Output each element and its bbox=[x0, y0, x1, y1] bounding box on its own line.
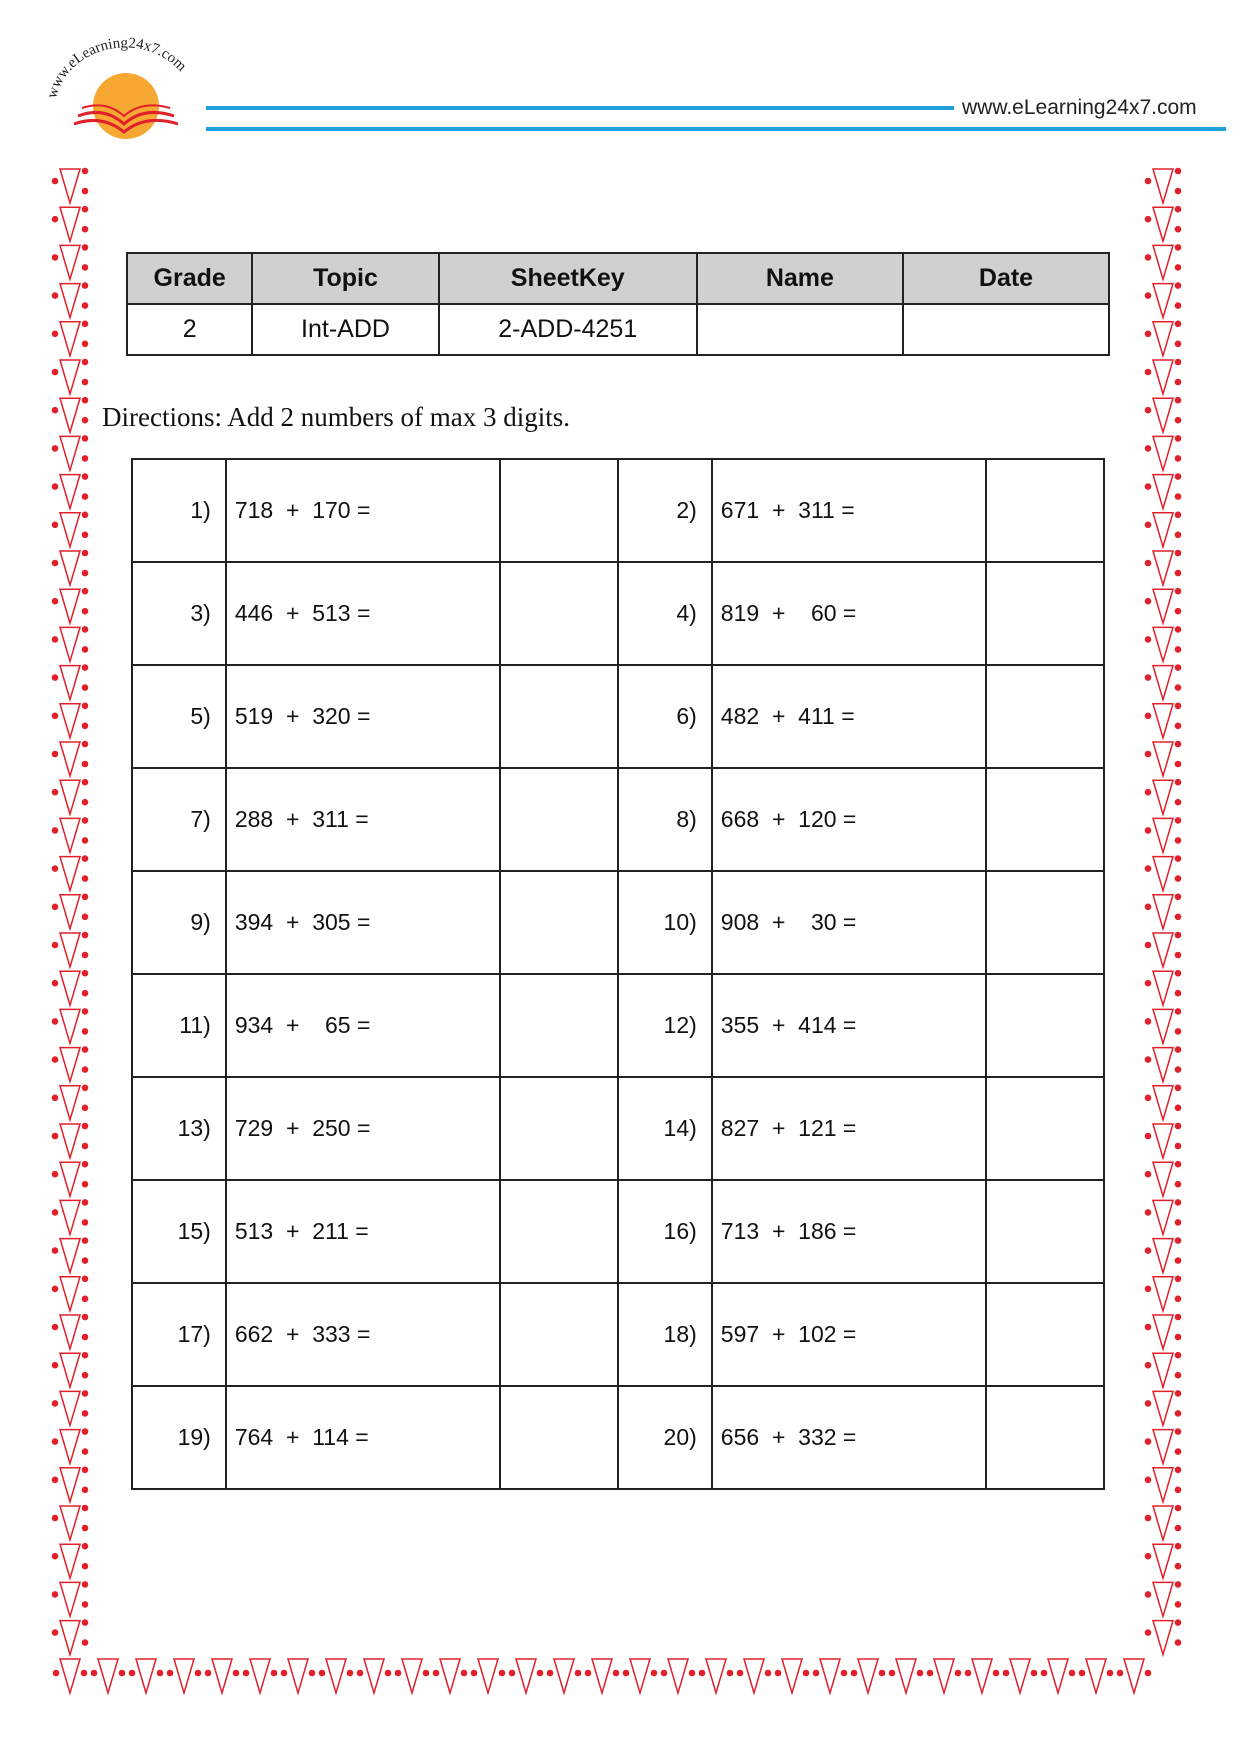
worksheet-info-table bbox=[126, 252, 1110, 356]
answer-box[interactable] bbox=[500, 459, 618, 562]
answer-box[interactable] bbox=[500, 768, 618, 871]
problem-row bbox=[132, 665, 1104, 768]
topic-header: Topic bbox=[252, 253, 438, 304]
grade-header: Grade bbox=[127, 253, 252, 304]
problem-row bbox=[132, 459, 1104, 562]
answer-box[interactable] bbox=[986, 665, 1104, 768]
problem-expression: 764 + 114 = bbox=[226, 1386, 500, 1489]
answer-box[interactable] bbox=[500, 665, 618, 768]
problem-expression: 718 + 170 = bbox=[226, 459, 500, 562]
logo-arc-text: www.eLearning24x7.com bbox=[44, 35, 190, 101]
problems-table bbox=[131, 458, 1105, 1490]
answer-box[interactable] bbox=[500, 1386, 618, 1489]
answer-box[interactable] bbox=[986, 459, 1104, 562]
problem-expression: 671 + 311 = bbox=[712, 459, 986, 562]
problem-number: 7) bbox=[132, 768, 226, 871]
problem-number: 18) bbox=[618, 1283, 712, 1386]
problem-row bbox=[132, 562, 1104, 665]
problem-expression: 908 + 30 = bbox=[712, 871, 986, 974]
problem-number: 20) bbox=[618, 1386, 712, 1489]
info-header-row bbox=[127, 253, 1109, 304]
answer-box[interactable] bbox=[500, 562, 618, 665]
problem-expression: 662 + 333 = bbox=[226, 1283, 500, 1386]
answer-box[interactable] bbox=[986, 1077, 1104, 1180]
problem-number: 12) bbox=[618, 974, 712, 1077]
problem-row bbox=[132, 1077, 1104, 1180]
problem-number: 14) bbox=[618, 1077, 712, 1180]
problem-number: 17) bbox=[132, 1283, 226, 1386]
border-right-column bbox=[1145, 168, 1182, 1655]
answer-box[interactable] bbox=[986, 768, 1104, 871]
problem-row bbox=[132, 1180, 1104, 1283]
problem-number: 15) bbox=[132, 1180, 226, 1283]
answer-box[interactable] bbox=[986, 871, 1104, 974]
answer-box[interactable] bbox=[986, 1386, 1104, 1489]
problem-row bbox=[132, 974, 1104, 1077]
problem-number: 9) bbox=[132, 871, 226, 974]
problem-number: 3) bbox=[132, 562, 226, 665]
answer-box[interactable] bbox=[986, 974, 1104, 1077]
header-divider-top bbox=[206, 106, 954, 110]
answer-box[interactable] bbox=[500, 1180, 618, 1283]
problem-number: 10) bbox=[618, 871, 712, 974]
problem-expression: 934 + 65 = bbox=[226, 974, 500, 1077]
problem-expression: 827 + 121 = bbox=[712, 1077, 986, 1180]
sheetkey-header: SheetKey bbox=[439, 253, 697, 304]
answer-box[interactable] bbox=[986, 1180, 1104, 1283]
site-logo bbox=[44, 24, 204, 144]
problem-expression: 668 + 120 = bbox=[712, 768, 986, 871]
problem-number: 5) bbox=[132, 665, 226, 768]
problem-row bbox=[132, 1386, 1104, 1489]
problem-number: 13) bbox=[132, 1077, 226, 1180]
info-value-row bbox=[127, 304, 1109, 355]
answer-box[interactable] bbox=[986, 562, 1104, 665]
problem-expression: 355 + 414 = bbox=[712, 974, 986, 1077]
answer-box[interactable] bbox=[500, 1283, 618, 1386]
sun-book-logo-icon bbox=[44, 24, 204, 144]
grade-value: 2 bbox=[127, 304, 252, 355]
answer-box[interactable] bbox=[500, 974, 618, 1077]
border-left-column bbox=[52, 168, 89, 1655]
date-header: Date bbox=[903, 253, 1109, 304]
site-url: www.eLearning24x7.com bbox=[962, 96, 1197, 119]
directions-text: Directions: Add 2 numbers of max 3 digits. bbox=[102, 402, 570, 432]
problem-expression: 519 + 320 = bbox=[226, 665, 500, 768]
problem-number: 16) bbox=[618, 1180, 712, 1283]
name-field[interactable] bbox=[697, 304, 903, 355]
answer-box[interactable] bbox=[500, 1077, 618, 1180]
answer-box[interactable] bbox=[986, 1283, 1104, 1386]
name-header: Name bbox=[697, 253, 903, 304]
problem-expression: 482 + 411 = bbox=[712, 665, 986, 768]
problem-row bbox=[132, 768, 1104, 871]
header-divider-bottom bbox=[206, 127, 1226, 131]
answer-box[interactable] bbox=[500, 871, 618, 974]
topic-value: Int-ADD bbox=[252, 304, 438, 355]
problem-expression: 819 + 60 = bbox=[712, 562, 986, 665]
problem-number: 2) bbox=[618, 459, 712, 562]
problem-number: 6) bbox=[618, 665, 712, 768]
problem-expression: 597 + 102 = bbox=[712, 1283, 986, 1386]
problem-expression: 394 + 305 = bbox=[226, 871, 500, 974]
sheetkey-value: 2-ADD-4251 bbox=[439, 304, 697, 355]
problem-expression: 729 + 250 = bbox=[226, 1077, 500, 1180]
problem-row bbox=[132, 1283, 1104, 1386]
problem-row bbox=[132, 871, 1104, 974]
problem-number: 4) bbox=[618, 562, 712, 665]
problem-number: 11) bbox=[132, 974, 226, 1077]
problem-expression: 713 + 186 = bbox=[712, 1180, 986, 1283]
problem-expression: 656 + 332 = bbox=[712, 1386, 986, 1489]
problem-expression: 446 + 513 = bbox=[226, 562, 500, 665]
problem-expression: 513 + 211 = bbox=[226, 1180, 500, 1283]
problem-number: 8) bbox=[618, 768, 712, 871]
border-bottom-row bbox=[53, 1659, 1152, 1693]
problem-number: 19) bbox=[132, 1386, 226, 1489]
date-field[interactable] bbox=[903, 304, 1109, 355]
problem-number: 1) bbox=[132, 459, 226, 562]
problem-expression: 288 + 311 = bbox=[226, 768, 500, 871]
